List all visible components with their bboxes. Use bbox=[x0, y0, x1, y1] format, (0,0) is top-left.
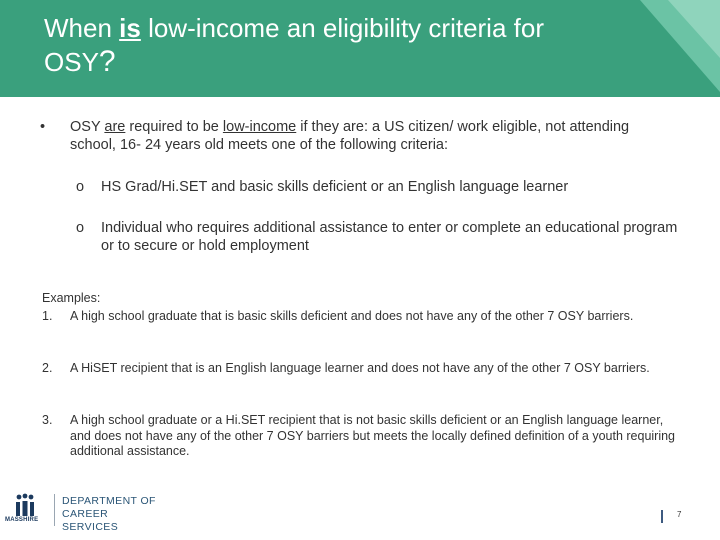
bullet-text-2: required to be bbox=[125, 119, 223, 135]
bullet-underlined-low-income: low-income bbox=[222, 119, 297, 135]
department-name bbox=[62, 495, 165, 534]
slide-header bbox=[0, 0, 720, 97]
example-number: 3. bbox=[42, 413, 53, 427]
title-line2: OSY bbox=[44, 47, 99, 77]
criteria-text: HS Grad/Hi.SET and basic skills deficient or an English language learner bbox=[101, 179, 569, 195]
main-bullet-text bbox=[70, 118, 670, 154]
brand-name: MASSHIRE bbox=[5, 517, 39, 523]
bullet-text-3: if they are: a US citizen/ work eligible, not attending school, 16- 24 years old meets one of the following criteria: bbox=[70, 119, 630, 153]
sub-bullet-marker: o bbox=[76, 220, 85, 236]
title-question-mark: ? bbox=[98, 45, 116, 78]
examples-heading: Examples: bbox=[42, 291, 101, 305]
slide-title bbox=[44, 12, 644, 79]
criteria-text: Individual who requires additional assistance to enter or complete an educational program or to secure or hold employment bbox=[101, 220, 678, 254]
example-number: 2. bbox=[42, 361, 53, 375]
example-text: A high school graduate that is basic skills deficient and does not have any of the other 7 OSY barriers. bbox=[70, 309, 634, 323]
page-number-bar bbox=[661, 510, 663, 523]
example-text: A high school graduate or a Hi.SET recipient that is not basic skills deficient or an English language learner, and does not have any of the other 7 OSY barriers but meets the locally defined definition of a youth requiring additional assistance. bbox=[70, 413, 676, 458]
bullet-underlined-are: are bbox=[104, 119, 126, 135]
example-text: A HiSET recipient that is an English language learner and does not have any of the other 7 OSY barriers. bbox=[70, 361, 650, 375]
dept-line-1: DEPARTMENT OF bbox=[62, 495, 156, 507]
dept-line-2: CAREER SERVICES bbox=[62, 508, 119, 533]
logo-divider bbox=[54, 494, 55, 526]
masshire-logo bbox=[5, 490, 165, 533]
bullet-text-1: OSY bbox=[70, 119, 105, 135]
title-text-end: low-income an eligibility criteria for bbox=[140, 13, 544, 43]
title-emphasis: is bbox=[119, 13, 141, 43]
example-number: 1. bbox=[42, 309, 53, 323]
page-number: 7 bbox=[677, 510, 682, 519]
title-text-start: When bbox=[44, 13, 120, 43]
sub-bullet-marker: o bbox=[76, 179, 85, 195]
bullet-marker: • bbox=[40, 119, 46, 135]
